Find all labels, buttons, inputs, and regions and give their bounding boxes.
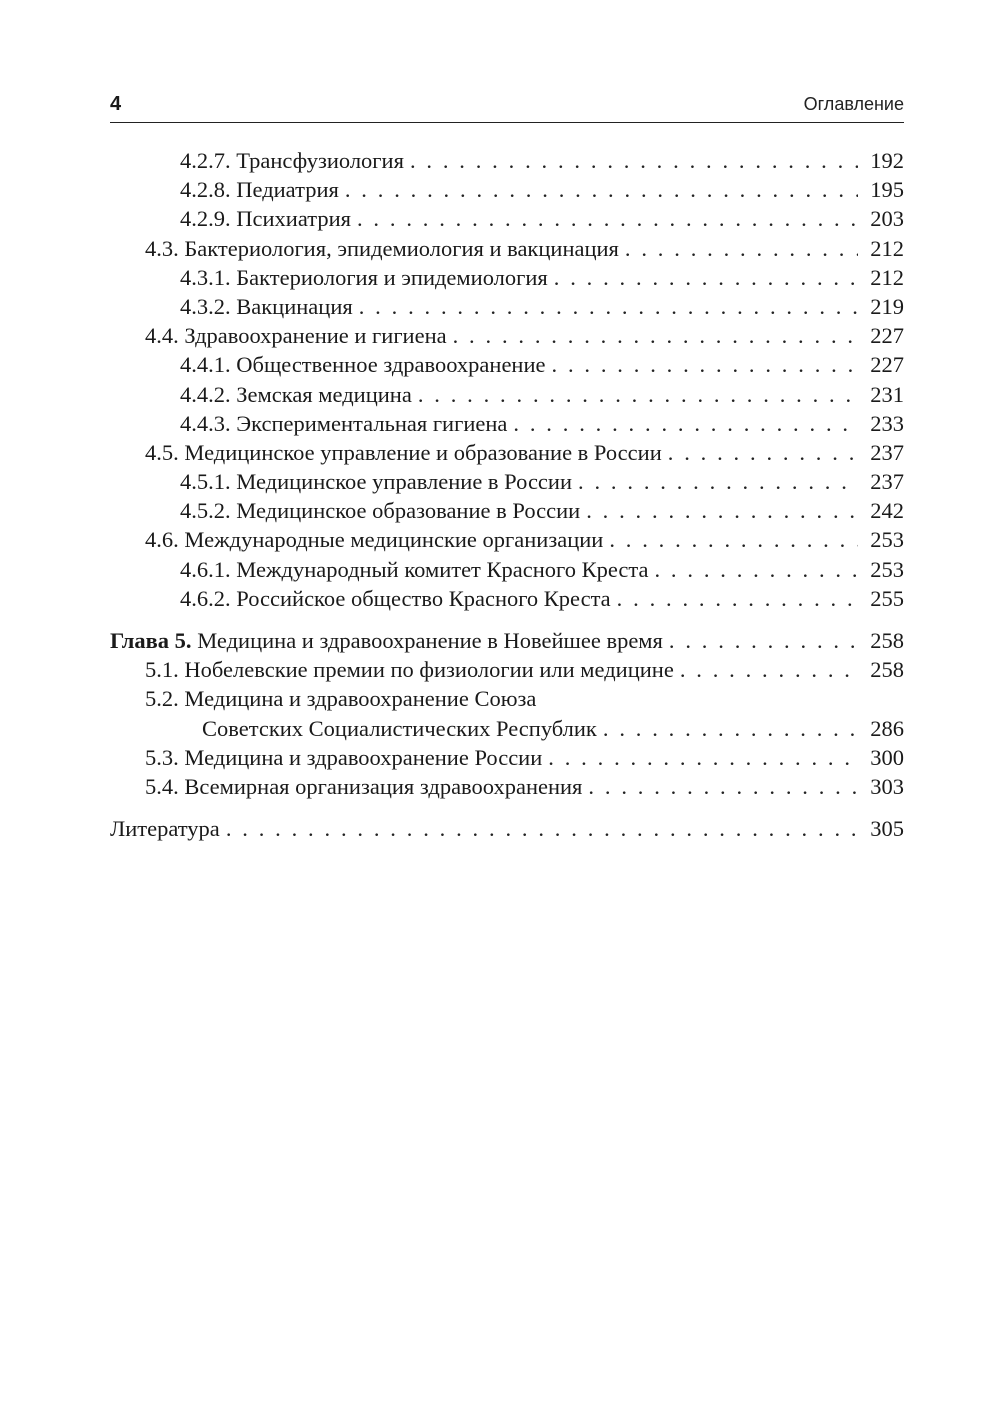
toc-entry-text: Всемирная организация здравоохранения	[184, 773, 583, 799]
toc-entry-title	[180, 584, 611, 613]
toc-entry-title	[180, 467, 572, 496]
toc-entry-text: Бактериология, эпидемиология и вакцинация	[184, 235, 619, 261]
toc-page-number: 195	[870, 177, 904, 203]
toc-entry[interactable]	[110, 743, 904, 772]
dot-leader	[357, 204, 858, 233]
toc-entry-number: 4.3.2.	[180, 293, 231, 319]
toc-entry-number: Глава 5.	[110, 628, 192, 653]
toc-entry-number: 4.2.8.	[180, 177, 231, 203]
toc-page-number: 227	[870, 352, 904, 378]
toc-page-number: 253	[870, 527, 904, 553]
toc-entry-text: Здравоохранение и гигиена	[184, 323, 447, 349]
toc-page-number: 212	[870, 264, 904, 290]
toc-entry[interactable]	[110, 175, 904, 204]
toc-entry-title	[180, 146, 404, 175]
toc-entry-title	[145, 684, 536, 713]
toc-entry-text: Медицина и здравоохранение Союза	[184, 686, 537, 712]
dot-leader	[345, 175, 858, 204]
toc-entry-title	[180, 496, 580, 525]
toc-entry-number: 5.2.	[145, 686, 179, 712]
toc-entry-number: 4.4.2.	[180, 381, 231, 407]
toc-entry-text: Психиатрия	[236, 206, 351, 232]
toc-entry-number: 4.6.	[145, 527, 179, 553]
toc-page-number: 303	[870, 773, 904, 799]
toc-entry[interactable]	[110, 467, 904, 496]
toc-page-number: 258	[870, 657, 904, 683]
toc-entry-title	[180, 409, 507, 438]
toc-entry-text: Литература	[110, 816, 220, 842]
toc-entry-number: 4.6.2.	[180, 585, 231, 611]
toc-entry-title	[145, 772, 582, 801]
toc-entry[interactable]	[110, 684, 904, 713]
dot-leader	[513, 409, 858, 438]
toc-page-number: 231	[870, 381, 904, 407]
toc-entry-title	[145, 438, 662, 467]
dot-leader	[410, 146, 858, 175]
toc-entry-title	[180, 350, 546, 379]
dot-leader	[609, 525, 858, 554]
toc-entry[interactable]	[110, 321, 904, 350]
dot-leader	[669, 626, 858, 655]
toc-entry-title	[110, 814, 220, 843]
toc-page-number: 212	[870, 235, 904, 261]
toc-entry-number: 4.5.1.	[180, 469, 231, 495]
toc-entry-number: 5.3.	[145, 744, 179, 770]
toc-entry-text: Медицинское управление и образование в России	[184, 439, 662, 465]
toc-entry[interactable]	[110, 772, 904, 801]
toc-entry-text: Земская медицина	[236, 381, 412, 407]
toc-entry[interactable]	[110, 263, 904, 292]
toc-page-number: 253	[870, 556, 904, 582]
dot-leader	[588, 772, 858, 801]
toc-entry-title	[180, 175, 339, 204]
toc-entry[interactable]	[110, 350, 904, 379]
toc-page-number: 233	[870, 410, 904, 436]
toc-entry-text: Нобелевские премии по физиологии или медицине	[184, 657, 674, 683]
toc-entry-text: Общественное здравоохранение	[236, 352, 546, 378]
toc-page-number: 227	[870, 323, 904, 349]
toc-page-number: 242	[870, 498, 904, 524]
toc-entry-title	[180, 380, 412, 409]
toc-entry[interactable]	[110, 409, 904, 438]
page-number: 4	[110, 93, 122, 115]
toc-entry-title	[145, 655, 674, 684]
toc-entry-number: 5.4.	[145, 773, 179, 799]
toc-entry-number: 4.4.	[145, 323, 179, 349]
toc-entry[interactable]	[110, 438, 904, 467]
toc-entry-text: Международные медицинские организации	[184, 527, 604, 553]
toc-page-number: 203	[870, 206, 904, 232]
toc-entry-title	[180, 555, 648, 584]
toc-entry-number: 4.4.3.	[180, 410, 231, 436]
toc-entry-title	[180, 263, 548, 292]
toc-entry-number: 4.4.1.	[180, 352, 231, 378]
toc-entry-text: Советских Социалистических Республик	[202, 715, 597, 741]
dot-leader	[359, 292, 858, 321]
toc-entry-text: Трансфузиология	[236, 148, 404, 173]
toc-entry-number: 4.3.	[145, 235, 179, 261]
toc-entry-title	[145, 234, 619, 263]
toc-entry[interactable]	[110, 496, 904, 525]
toc-entry-text: Международный комитет Красного Креста	[236, 556, 649, 582]
toc-entry-title	[180, 292, 353, 321]
toc-entry-number: 4.2.7.	[180, 148, 231, 173]
toc-entry-text: Российское общество Красного Креста	[236, 585, 611, 611]
running-header	[110, 92, 904, 123]
toc-entry-text: Медицинское образование в России	[236, 498, 581, 524]
toc-page-number: 237	[870, 439, 904, 465]
dot-leader	[586, 496, 858, 525]
dot-leader	[578, 467, 858, 496]
toc-entry[interactable]	[110, 555, 904, 584]
toc-entry-title	[145, 525, 603, 554]
toc-entry[interactable]	[110, 525, 904, 554]
toc-entry-text: Вакцинация	[236, 293, 353, 319]
toc-page-number: 237	[870, 469, 904, 495]
toc-entry-text: Бактериология и эпидемиология	[236, 264, 548, 290]
toc-entry-continuation[interactable]	[110, 714, 904, 743]
dot-leader	[603, 714, 858, 743]
toc-entry-text: Медицина и здравоохранение России	[184, 744, 543, 770]
toc-entry-number: 4.5.	[145, 439, 179, 465]
table-of-contents	[110, 146, 904, 843]
toc-entry-text: Медицинское управление в России	[236, 469, 573, 495]
dot-leader	[617, 584, 858, 613]
dot-leader	[554, 263, 858, 292]
toc-entry-title	[145, 321, 447, 350]
running-head-title: Оглавление	[803, 94, 904, 114]
toc-page-number: 258	[870, 628, 904, 653]
dot-leader	[552, 350, 859, 379]
toc-entry[interactable]	[110, 292, 904, 321]
toc-entry[interactable]	[110, 380, 904, 409]
dot-leader	[654, 555, 858, 584]
toc-entry-number: 5.1.	[145, 657, 179, 683]
toc-entry[interactable]	[110, 204, 904, 233]
toc-entry-text: Экспериментальная гигиена	[236, 410, 508, 436]
toc-entry-number: 4.5.2.	[180, 498, 231, 524]
toc-entry-title	[110, 626, 663, 655]
toc-page-number: 305	[870, 816, 904, 842]
toc-entry[interactable]	[110, 626, 904, 655]
toc-entry-title	[145, 743, 542, 772]
toc-page-number: 192	[870, 148, 904, 173]
dot-leader	[548, 743, 858, 772]
toc-entry-title	[180, 204, 351, 233]
toc-entry-number: 4.2.9.	[180, 206, 231, 232]
toc-entry-text: Педиатрия	[236, 177, 339, 203]
toc-entry[interactable]	[110, 814, 904, 843]
toc-page-number: 219	[870, 293, 904, 319]
toc-entry-number: 4.6.1.	[180, 556, 231, 582]
toc-entry[interactable]	[110, 234, 904, 263]
toc-page-number: 255	[870, 585, 904, 611]
toc-entry-number: 4.3.1.	[180, 264, 231, 290]
toc-entry[interactable]	[110, 584, 904, 613]
toc-entry[interactable]	[110, 146, 904, 175]
toc-page-number: 286	[870, 715, 904, 741]
dot-leader	[418, 380, 858, 409]
dot-leader	[453, 321, 858, 350]
toc-page-number: 300	[870, 744, 904, 770]
toc-entry-text: Медицина и здравоохранение в Новейшее время	[197, 628, 663, 653]
toc-entry[interactable]	[110, 655, 904, 684]
dot-leader	[680, 655, 858, 684]
dot-leader	[625, 234, 858, 263]
dot-leader	[226, 814, 858, 843]
dot-leader	[668, 438, 858, 467]
